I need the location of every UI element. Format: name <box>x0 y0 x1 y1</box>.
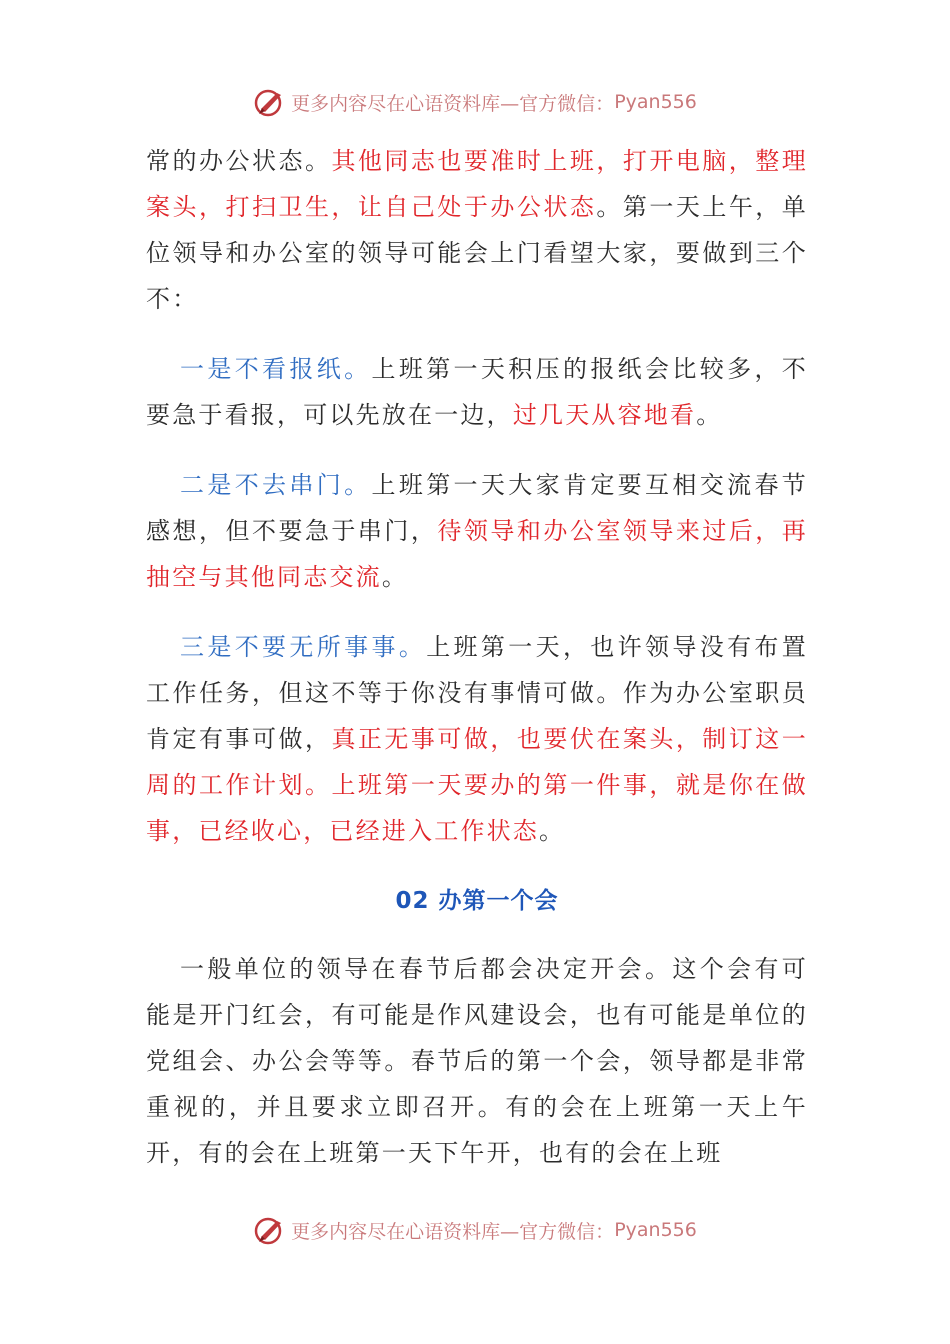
header-watermark <box>0 82 950 122</box>
watermark-wechat-id: Pyan556 <box>614 91 697 113</box>
p3-end: 。 <box>381 563 409 591</box>
p4-lead: 三是不要无所事事。 <box>180 633 427 661</box>
p4-text: 上班第一天，也许领导没有布置工作任务，但这不等于你没有事情可做。作为办公室职员肯定有事可做， <box>146 633 808 753</box>
watermark-text-b: 官方微信： <box>519 92 615 115</box>
paragraph-2 <box>146 346 808 438</box>
paragraph-1 <box>146 138 808 322</box>
watermark-text-a: 更多内容尽在心语资料库— <box>291 92 520 115</box>
p2-end: 。 <box>696 401 723 429</box>
p3-highlight: 待领导和办公室领导来过后，再抽空与其他同志交流 <box>146 517 808 591</box>
paragraph-3 <box>146 462 808 600</box>
p4-highlight: 真正无事可做，也要伏在案头，制订这一周的工作计划。上班第一天要办的第一件事，就是你在做事，已经收心，已经进入工作状态 <box>146 725 808 845</box>
p2-lead: 一是不看报纸。 <box>180 355 372 383</box>
footer-watermark <box>0 1210 950 1250</box>
pen-logo-icon <box>253 1213 287 1247</box>
p2-highlight: 过几天从容地看 <box>512 401 697 429</box>
p3-lead: 二是不去串门。 <box>180 471 372 499</box>
paragraph-5: 一般单位的领导在春节后都会决定开会。这个会有可能是开门红会，有可能是作风建设会，也有可能是单位的党组会、办公会等等。春节后的第一个会，领导都是非常重视的，并且要求立即召开。有的会在上班第一天上午开，有的会在上班第一天下午开，也有的会在上班 <box>146 955 808 1167</box>
p3-text: 上班第一天大家肯定要互相交流春节感想，但不要急于串门， <box>146 471 808 545</box>
watermark-wechat-id: Pyan556 <box>614 1219 697 1241</box>
watermark-text-b: 官方微信： <box>519 1220 615 1243</box>
paragraph-4 <box>146 624 808 854</box>
pen-logo-icon <box>253 85 287 119</box>
p1-highlight: 其他同志也要准时上班，打开电脑，整理案头，打扫卫生，让自己处于办公状态 <box>146 147 808 221</box>
article-body <box>146 138 808 1200</box>
section-heading: 02 办第一个会 <box>395 888 559 914</box>
p1-text-c: 。第一天上午，单位领导和办公室的领导可能会上门看望大家，要做到三个不： <box>146 193 808 313</box>
watermark-text-a: 更多内容尽在心语资料库— <box>291 1220 520 1243</box>
p4-end: 。 <box>539 817 566 845</box>
p2-text: 上班第一天积压的报纸会比较多，不要急于看报，可以先放在一边， <box>146 355 808 429</box>
p1-text-a: 常的办公状态。 <box>146 147 332 175</box>
